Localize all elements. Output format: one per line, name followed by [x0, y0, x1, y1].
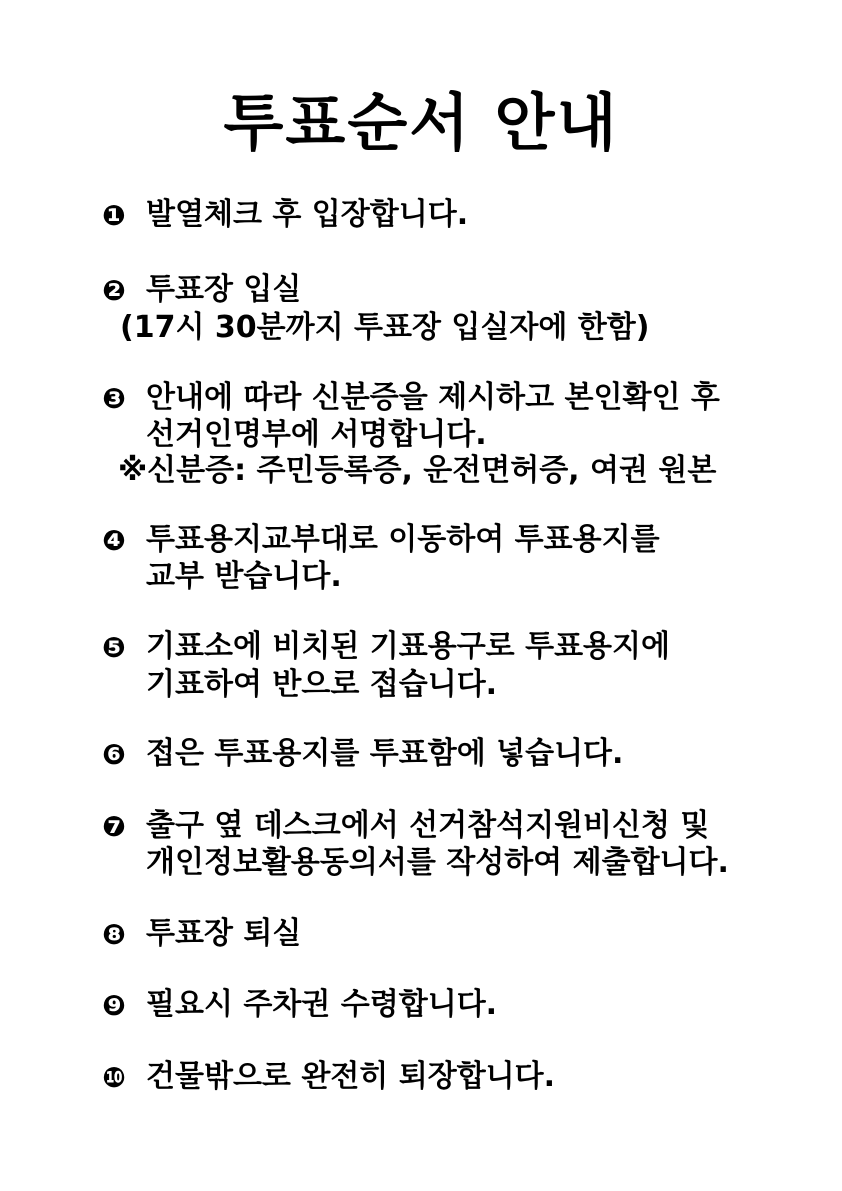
step-7-text-line-2: 개인정보활용동의서를 작성하여 제출합니다.: [146, 845, 729, 880]
step-8-text: 투표장 퇴실: [146, 916, 302, 951]
step-10-number-icon: ❿: [102, 1061, 126, 1094]
step-5-text-line-1: 기표소에 비치된 기표용구로 투표용지에: [146, 629, 670, 664]
step-6-text: 접은 투표용지를 투표함에 넣습니다.: [146, 736, 624, 771]
step-9-number-icon: ❾: [102, 989, 126, 1022]
step-1-text: 발열체크 후 입장합니다.: [146, 197, 469, 232]
step-4-text-line-1: 투표용지교부대로 이동하여 투표용지를: [146, 522, 660, 557]
step-9-text: 필요시 주차권 수령합니다.: [146, 987, 498, 1022]
step-7-text-line-1: 출구 옆 데스크에서 선거참석지원비신청 및: [146, 808, 710, 843]
step-3-text-line-1: 안내에 따라 신분증을 제시하고 본인확인 후: [146, 380, 720, 415]
step-2-subtext: (17시 30분까지 투표장 입실자에 한함): [120, 310, 650, 345]
step-5-number-icon: ❺: [102, 631, 126, 664]
step-8-number-icon: ❽: [102, 918, 126, 951]
step-2-number-icon: ❷: [102, 274, 126, 307]
page-title: 투표순서 안내: [223, 86, 619, 159]
step-3-number-icon: ❸: [102, 382, 126, 415]
step-4-number-icon: ❹: [102, 524, 126, 557]
step-5-text-line-2: 기표하여 반으로 접습니다.: [146, 667, 498, 702]
step-4-text-line-2: 교부 받습니다.: [146, 559, 342, 594]
step-10-text: 건물밖으로 완전히 퇴장합니다.: [146, 1059, 556, 1094]
step-6-number-icon: ❻: [102, 738, 126, 771]
step-1-number-icon: ❶: [102, 199, 126, 232]
step-3-note: ※신분증: 주민등록증, 운전면허증, 여권 원본: [118, 453, 717, 488]
step-7-number-icon: ❼: [102, 810, 126, 843]
step-3-text-line-2: 선거인명부에 서명합니다.: [146, 417, 487, 452]
step-2-text: 투표장 입실: [146, 272, 302, 307]
